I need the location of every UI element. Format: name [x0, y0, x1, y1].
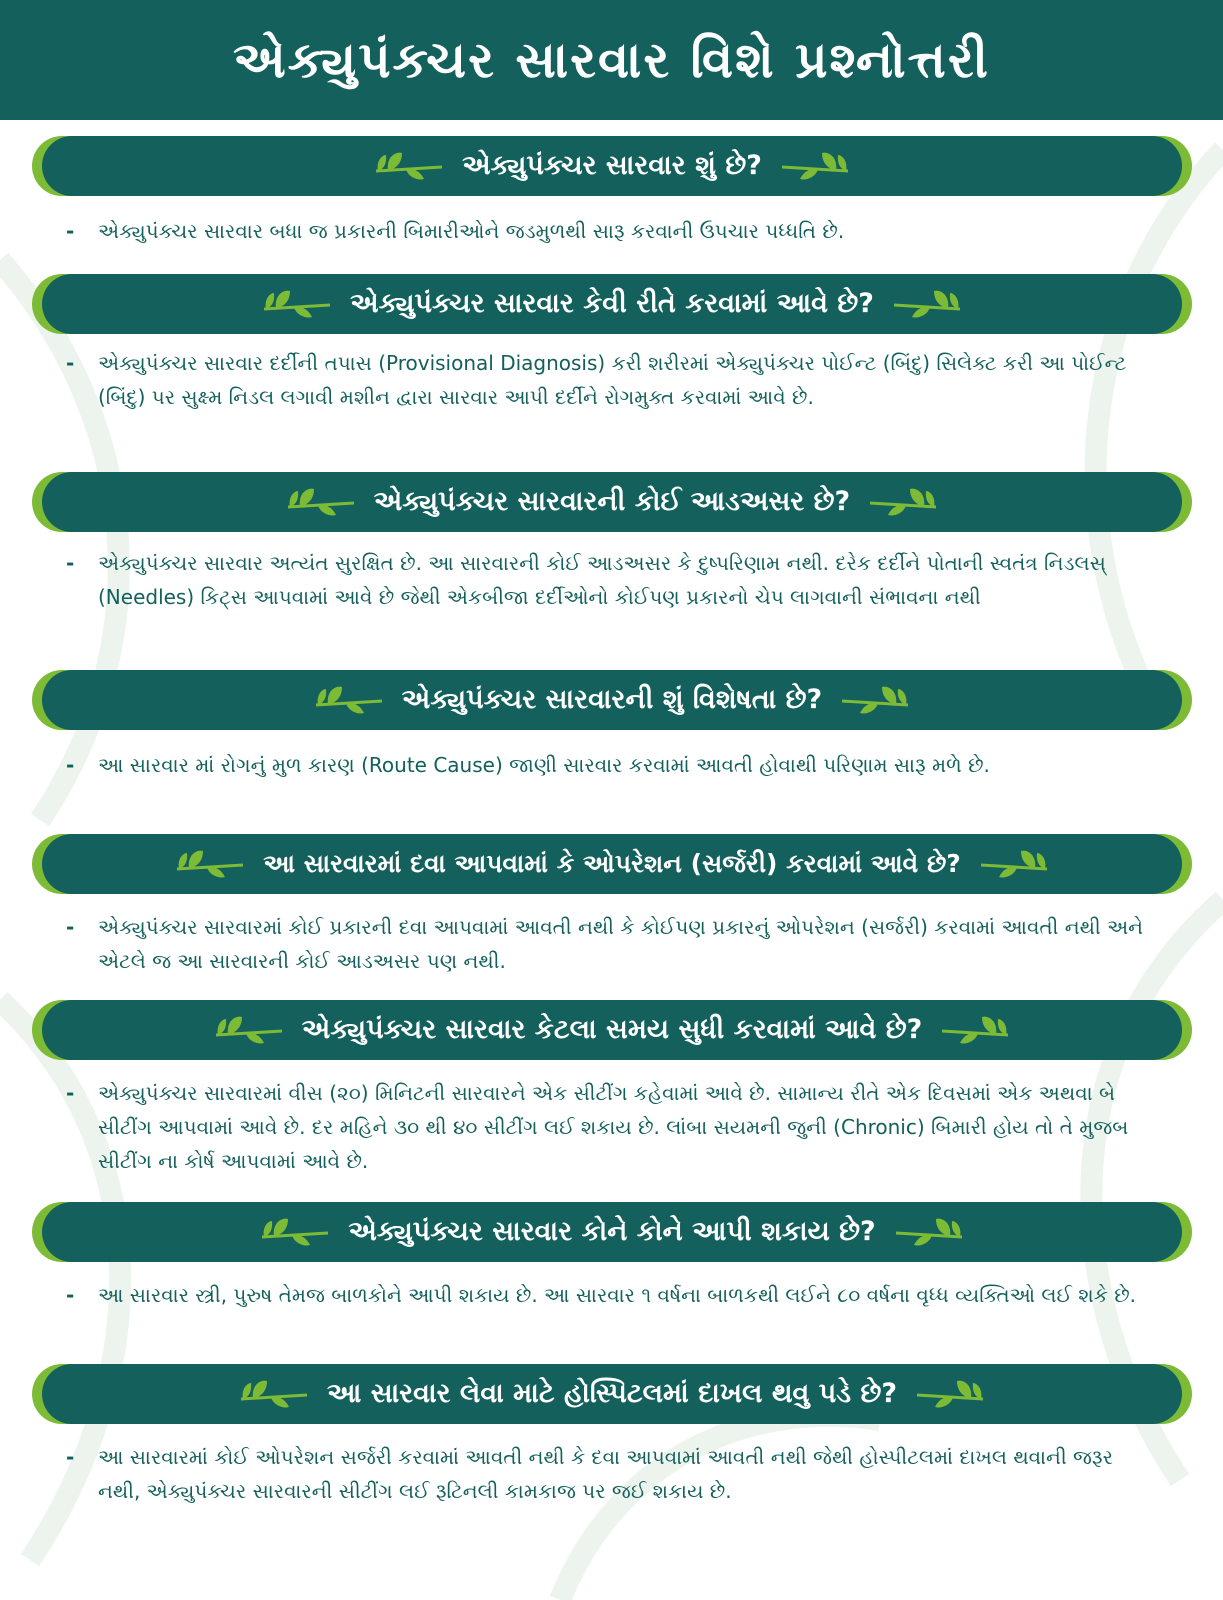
leaf-sprig-icon	[915, 1377, 985, 1411]
answer-content: આ સારવારમાં કોઈ ઓપરેશન સર્જરી કરવામાં આવતી નથી કે દવા આપવામાં આવતી નથી જેથી હોસ્પીટલમાં દાખલ થવાની જરૂર નથી, એક્યુપંક્ચર સારવારની સીટીંગ લઈ રૂટિનલી કામકાજ પર જઈ શકાય છે.	[98, 1445, 1113, 1503]
question-text: આ સારવારમાં દવા આપવામાં કે ઓપરેશન (સર્જરી) કરવામાં આવે છે?	[263, 849, 961, 878]
question-bar	[32, 834, 1192, 894]
leaf-sprig-icon	[892, 287, 962, 321]
leaf-sprig-icon	[894, 1215, 964, 1249]
answer-content: આ સારવાર માં રોગનું મુળ કારણ (Route Cause) જાણી સારવાર કરવામાં આવતી હોવાથી પરિણામ સારૂ મળે છે.	[98, 753, 990, 777]
leaf-sprig-icon	[214, 1013, 284, 1047]
answer-content: એક્યુપંક્ચર સારવારમાં કોઈ પ્રકારની દવા આપવામાં આવતી નથી કે કોઈપણ પ્રકારનું ઓપરેશન (સર્જરી) કરવામાં આવતી નથી અને એટલે જ આ સારવારની કોઈ આડઅસર પણ નથી.	[98, 915, 1144, 973]
answer-content: એક્યુપંક્ચર સારવારમાં વીસ (૨૦) મિનિટની સારવારને એક સીટીંગ કહેવામાં આવે છે. સામાન્ય રીતે એક દિવસમાં એક અથવા બે સીટીંગ આપવામાં આવે છે. દર મહિને ૩૦ થી ૪૦ સીટીંગ લઈ શકાય છે. લાંબા સયમની જુની (Chronic) બિમારી હોય તો તે મુજબ સીટીંગ ના કોર્ષ આપવામાં આવે છે.	[98, 1081, 1129, 1173]
bullet-dash: -	[66, 219, 75, 243]
leaf-sprig-icon	[239, 1377, 309, 1411]
leaf-sprig-icon	[314, 683, 384, 717]
question-text: આ સારવાર લેવા માટે હોસ્પિટલમાં દાખલ થવુ પડે છે?	[326, 1378, 898, 1409]
answer-content: એક્યુપંક્ચર સારવાર અત્યંત સુરક્ષિત છે. આ સારવારની કોઈ આડઅસર કે દુષ્પરિણામ નથી. દરેક દર્દીને પોતાની સ્વતંત્ર નિડલસ્ (Needles) કિટ્સ આપવામાં આવે છે જેથી એકબીજા દર્દીઓનો કોઈપણ પ્રકારનો ચેપ લાગવાની સંભાવના નથી	[98, 551, 1106, 609]
question-text: એક્યુપંક્ચર સારવારની શું વિશેષતા છે?	[401, 684, 823, 715]
bullet-dash: -	[66, 551, 75, 575]
question-text: એક્યુપંક્ચર સારવાર કેવી રીતે કરવામાં આવે છે?	[350, 288, 874, 319]
answer-content: એક્યુપંક્ચર સારવાર બધા જ પ્રકારની બિમારીઓને જડમુળથી સારૂ કરવાની ઉપચાર પધ્ધતિ છે.	[98, 219, 845, 243]
leaf-sprig-icon	[262, 287, 332, 321]
leaf-sprig-icon	[260, 1215, 330, 1249]
question-text: એક્યુપંક્ચર સારવાર શું છે?	[462, 150, 762, 181]
answer-content: આ સારવાર સ્ત્રી, પુરુષ તેમજ બાળકોને આપી શકાય છે. આ સારવાર ૧ વર્ષના બાળકથી લઈને ૮૦ વર્ષના વૃધ્ધ વ્યક્તિઓ લઈ શકે છે.	[98, 1283, 1137, 1307]
leaf-sprig-icon	[286, 485, 356, 519]
question-text: એક્યુપંક્ચર સારવાર કોને કોને આપી શકાય છે?	[348, 1216, 876, 1247]
leaf-sprig-icon	[868, 485, 938, 519]
question-text: એક્યુપંક્ચર સારવાર કેટલા સમય સુધી કરવામાં આવે છે?	[301, 1014, 923, 1045]
question-bar	[32, 1364, 1192, 1424]
answer-text	[66, 346, 1156, 414]
question-bar	[32, 274, 1192, 334]
question-bar	[32, 1000, 1192, 1060]
answer-text	[66, 910, 1156, 978]
bullet-dash: -	[66, 753, 75, 777]
bullet-dash: -	[66, 351, 75, 375]
question-bar	[32, 670, 1192, 730]
leaf-sprig-icon	[374, 149, 444, 183]
question-bar	[32, 136, 1192, 196]
bullet-dash: -	[66, 1081, 75, 1105]
answer-text	[66, 214, 1156, 248]
answer-text	[66, 1440, 1156, 1508]
answer-content: એક્યુપંક્ચર સારવાર દર્દીની તપાસ (Provisional Diagnosis) કરી શરીરમાં એક્યુપંક્ચર પોઈન્ટ (બિંદુ) સિલેક્ટ કરી આ પોઈન્ટ (બિંદુ) પર સુક્ષ્મ નિડલ લગાવી મશીન દ્વારા સારવાર આપી દર્દીને રોગમુક્ત કરવામાં આવે છે.	[98, 351, 1127, 409]
leaf-sprig-icon	[840, 683, 910, 717]
answer-text	[66, 1076, 1156, 1178]
answer-text	[66, 546, 1156, 614]
leaf-sprig-icon	[979, 847, 1049, 881]
bullet-dash: -	[66, 1283, 75, 1307]
question-text: એક્યુપંક્ચર સારવારની કોઈ આડઅસર છે?	[373, 486, 851, 517]
question-bar	[32, 1202, 1192, 1262]
page-title: એક્યુપંક્ચર સારવાર વિશે પ્રશ્નોત્તરી	[233, 30, 990, 89]
question-bar	[32, 472, 1192, 532]
bullet-dash: -	[66, 1445, 75, 1469]
page-header	[0, 0, 1223, 120]
answer-text	[66, 1278, 1156, 1312]
leaf-sprig-icon	[175, 847, 245, 881]
leaf-sprig-icon	[780, 149, 850, 183]
bullet-dash: -	[66, 915, 75, 939]
leaf-sprig-icon	[940, 1013, 1010, 1047]
answer-text	[66, 748, 1156, 782]
